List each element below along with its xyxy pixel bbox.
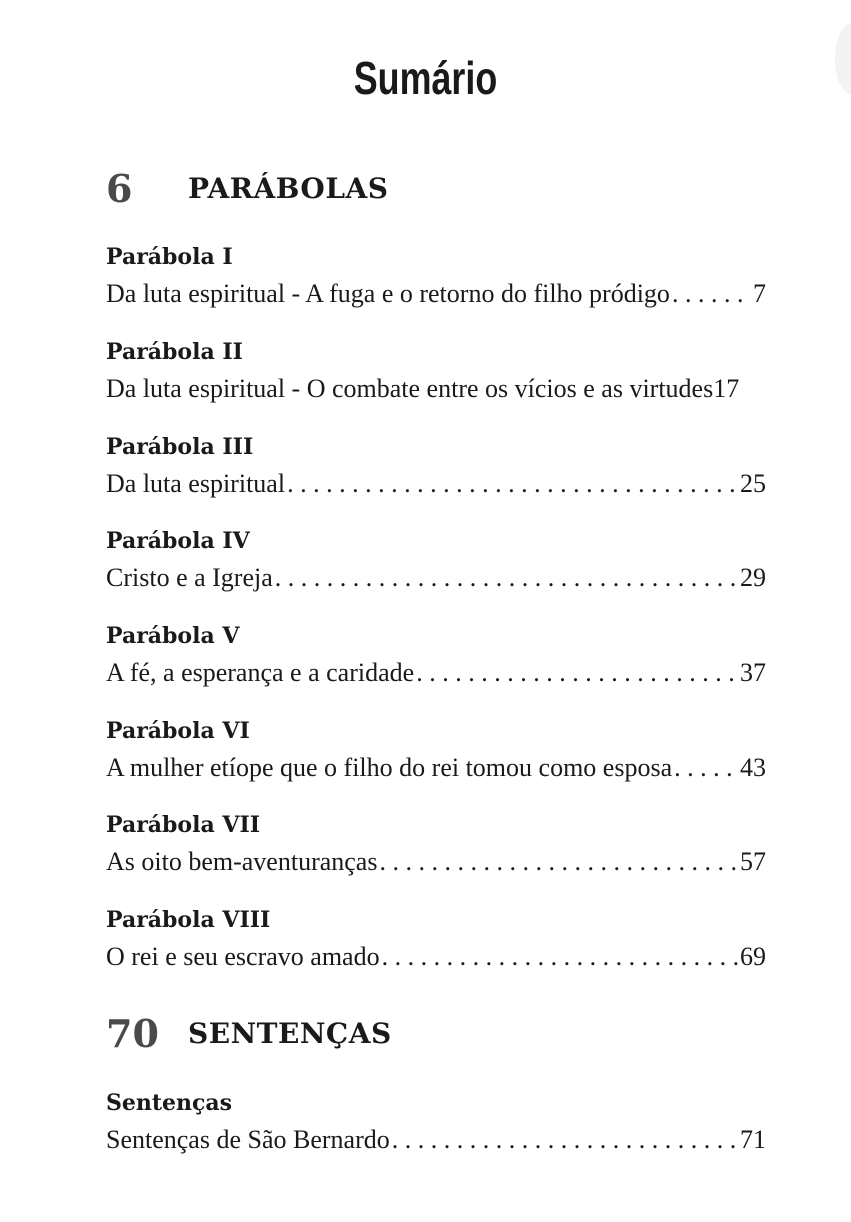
dot-leader <box>379 846 738 878</box>
toc-entry-parabola-2[interactable] <box>106 337 796 405</box>
entry-line <box>106 278 766 310</box>
dot-leader <box>392 1124 738 1156</box>
entry-line <box>106 941 766 973</box>
entry-label: Parábola I <box>106 244 233 270</box>
toc-entry-parabola-5[interactable] <box>106 621 766 689</box>
section-heading-sentencas <box>106 1008 392 1058</box>
toc-entry-parabola-1[interactable] <box>106 242 766 310</box>
entry-label: Parábola II <box>106 339 243 365</box>
dot-leader <box>287 468 738 500</box>
entry-label: Parábola V <box>106 623 240 649</box>
dot-leader <box>382 941 738 973</box>
entry-line <box>106 1124 766 1156</box>
toc-entry-parabola-4[interactable] <box>106 526 766 594</box>
entry-title: Da luta espiritual - A fuga e o retorno do filho pródigo <box>106 279 670 308</box>
entry-label: Parábola VII <box>106 812 261 838</box>
entry-title: As oito bem-aventuranças <box>106 847 378 876</box>
entry-line <box>106 846 766 878</box>
dot-leader <box>275 562 738 594</box>
entry-label: Sentenças <box>106 1090 233 1116</box>
toc-entry-sentencas[interactable] <box>106 1088 766 1156</box>
toc-entry-parabola-7[interactable] <box>106 810 766 878</box>
section-title: PARÁBOLAS <box>188 171 389 205</box>
entry-label: Parábola VI <box>106 718 250 744</box>
entry-page-number: 57 <box>740 847 766 876</box>
entry-line <box>106 468 766 500</box>
section-title: SENTENÇAS <box>188 1016 392 1050</box>
entry-line <box>106 657 766 689</box>
entry-page-number: 7 <box>753 279 766 308</box>
page-edge-shadow <box>835 24 851 94</box>
entry-page-number: 29 <box>740 563 766 592</box>
entry-line <box>106 752 766 784</box>
toc-entry-parabola-6[interactable] <box>106 716 766 784</box>
toc-entry-parabola-3[interactable] <box>106 432 766 500</box>
entry-line <box>106 373 796 405</box>
entry-page-number: 69 <box>740 942 766 971</box>
dot-leader <box>674 752 738 784</box>
toc-entry-parabola-8[interactable] <box>106 905 766 973</box>
dot-leader <box>416 657 738 689</box>
page-title: Sumário <box>353 52 498 104</box>
entry-label: Parábola IV <box>106 528 250 554</box>
entry-title: A mulher etíope que o filho do rei tomou como esposa <box>106 753 673 782</box>
dot-leader <box>672 278 751 310</box>
entry-title: O rei e seu escravo amado <box>106 942 380 971</box>
section-number: 6 <box>106 165 133 211</box>
section-heading-parabolas <box>106 163 388 213</box>
section-number: 70 <box>106 1010 159 1056</box>
entry-label: Parábola VIII <box>106 907 271 933</box>
entry-title: Da luta espiritual <box>106 469 286 498</box>
entry-page-number: 43 <box>740 753 766 782</box>
entry-title: Da luta espiritual - O combate entre os vícios e as virtudes <box>106 374 714 403</box>
entry-page-number: 25 <box>740 469 766 498</box>
entry-title: Sentenças de São Bernardo <box>106 1125 390 1154</box>
entry-page-number: 37 <box>740 658 766 687</box>
entry-page-number: 17 <box>713 374 740 403</box>
entry-line <box>106 562 766 594</box>
entry-label: Parábola III <box>106 434 254 460</box>
entry-title: A fé, a esperança e a caridade <box>106 658 415 687</box>
entry-title: Cristo e a Igreja <box>106 563 273 592</box>
entry-page-number: 71 <box>740 1125 766 1154</box>
